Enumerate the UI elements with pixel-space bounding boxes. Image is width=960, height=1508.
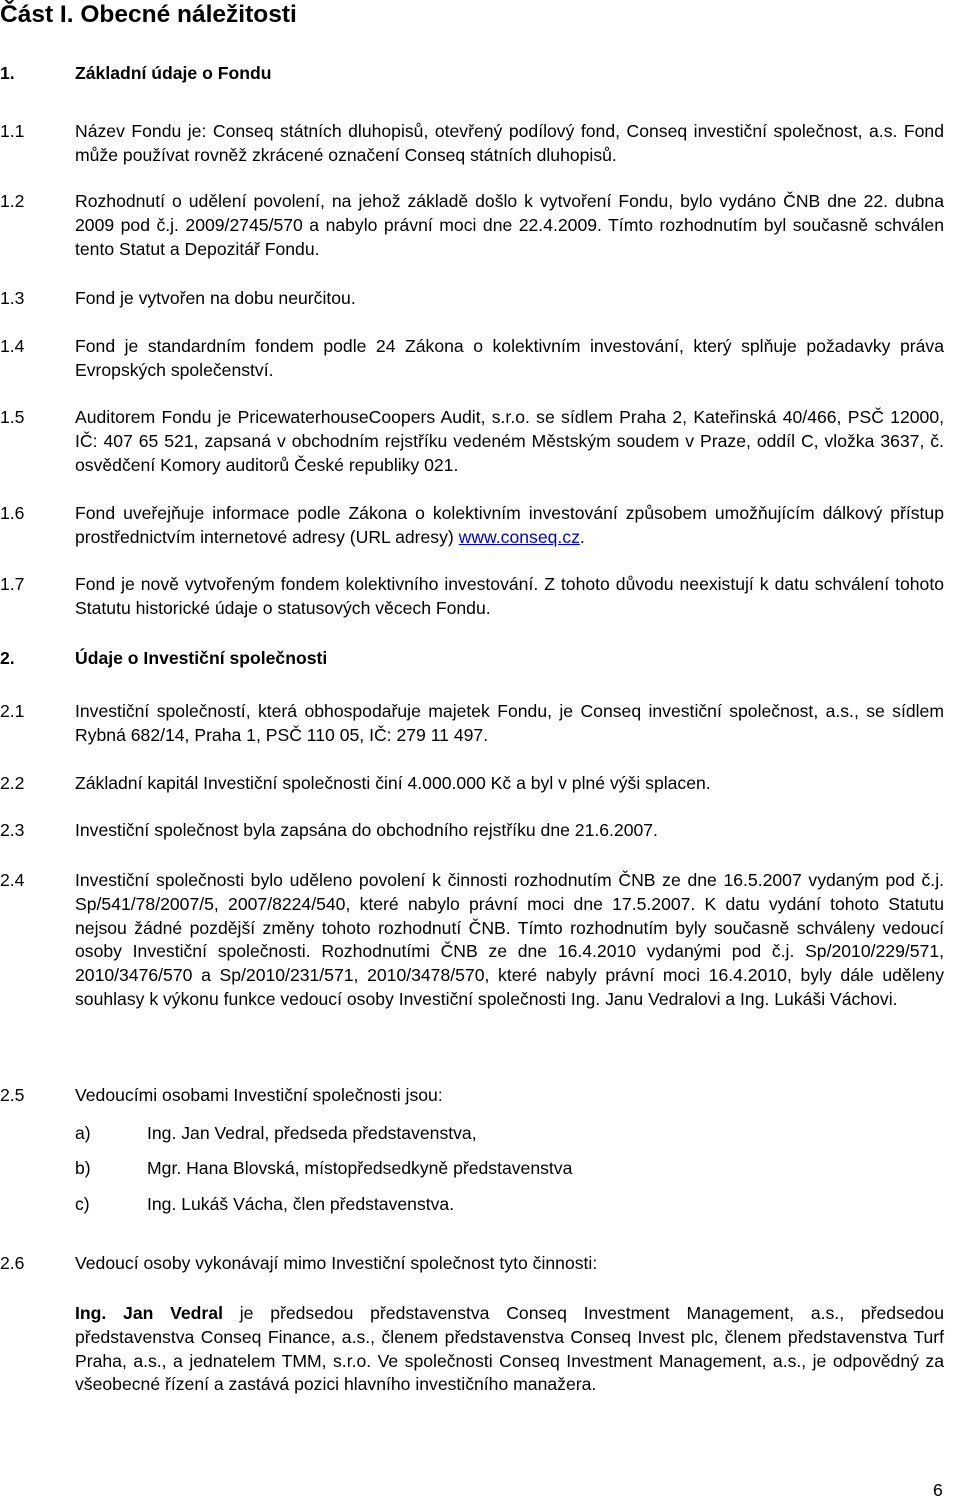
person-name: Ing. Jan Vedral: [75, 1303, 223, 1323]
paragraph-number: 1.1: [0, 121, 25, 141]
paragraph-number: 1.6: [0, 503, 25, 523]
section-title: Základní údaje o Fondu: [75, 63, 272, 83]
paragraph-text: Investiční společností, která obhospodařuje majetek Fondu, je Conseq investiční společnost, a.s., se sídlem Rybná 682/14, Praha 1, PSČ 110 05, IČ: 279 11 497.: [75, 701, 944, 745]
paragraph-2-2: [0, 772, 944, 796]
paragraph-number: 1.5: [0, 407, 25, 427]
paragraph-1-1: [0, 120, 944, 168]
section-number: 2.: [0, 648, 15, 668]
paragraph-text: [75, 1302, 944, 1397]
paragraph-2-6: [0, 1252, 944, 1276]
list-item-text: Ing. Lukáš Vácha, člen představenstva.: [147, 1194, 455, 1214]
paragraph-number: 1.3: [0, 288, 25, 308]
section-1-heading: [0, 62, 944, 86]
paragraph-text: Vedoucí osoby vykonávají mimo Investiční společnost tyto činnosti:: [75, 1253, 598, 1273]
paragraph-number: 2.4: [0, 870, 25, 890]
part-title: Část I. Obecné náležitosti: [0, 1, 297, 28]
paragraph-number: 2.2: [0, 773, 25, 793]
paragraph-number: 1.7: [0, 574, 25, 594]
list-item-text: Mgr. Hana Blovská, místopředsedkyně představenstva: [147, 1158, 573, 1178]
paragraph-text-part: je předsedou představenstva Conseq Investment Management, a.s., předsedou představenstva Conseq Finance, a.s., členem představenstva Conseq Invest plc, členem představenstva Turf Praha, a.s., a jednatelem TMM, s.r.o. Ve společnosti Conseq Investment Management, a.s., je odpovědný za všeobecné řízení a zastává pozici hlavního investičního manažera.: [75, 1303, 945, 1395]
paragraph-text: Investiční společnosti bylo uděleno povolení k činnosti rozhodnutím ČNB ze dne 16.5.2007 vydaným pod č.j. Sp/541/78/2007/5, 2007/8224/540, které nabylo právní moci dne 17.5.2007. K datu vydání tohoto Statutu nejsou žádné pozdější změny tohoto rozhodnutí ČNB. Tímto rozhodnutím byly současně schváleny vedoucí osoby Investiční společnosti. Rozhodnutími ČNB ze dne 16.4.2010 vydanými pod č.j. Sp/2010/229/571, 2010/3476/570 a Sp/2010/231/571, 2010/3478/570, které nabyly právní moci 16.4.2010, byly dále uděleny souhlasy k výkonu funkce vedoucí osoby Investiční společnosti Ing. Janu Vedralovi a Ing. Lukáši Váchovi.: [75, 870, 944, 1009]
paragraph-text: Vedoucími osobami Investiční společnosti jsou:: [75, 1085, 443, 1105]
paragraph-text: Fond je standardním fondem podle 24 Zákona o kolektivním investování, který splňuje požadavky práva Evropských společenství.: [75, 336, 944, 380]
paragraph-number: 2.6: [0, 1253, 25, 1273]
paragraph-text: Rozhodnutí o udělení povolení, na jehož základě došlo k vytvoření Fondu, bylo vydáno ČNB dne 22. dubna 2009 pod č.j. 2009/2745/570 a nabylo právní moci dne 22.4.2009. Tímto rozhodnutím byl současně schválen tento Statut a Depozitář Fondu.: [75, 191, 944, 259]
paragraph-1-2: [0, 190, 944, 261]
paragraph-number: 2.3: [0, 820, 25, 840]
list-item-text: Ing. Jan Vedral, předseda představenstva,: [147, 1123, 477, 1143]
paragraph-number: 1.2: [0, 191, 25, 211]
section-number: 1.: [0, 63, 15, 83]
paragraph-1-3: [0, 287, 944, 311]
paragraph-text: Základní kapitál Investiční společnosti činí 4.000.000 Kč a byl v plné výši splacen.: [75, 773, 711, 793]
paragraph-text: Název Fondu je: Conseq státních dluhopisů, otevřený podílový fond, Conseq investiční společnost, a.s. Fond může používat rovněž zkrácené označení Conseq státních dluhopisů.: [75, 121, 944, 165]
paragraph-number: 2.1: [0, 701, 25, 721]
page-number: 6: [933, 1480, 943, 1500]
section-title: Údaje o Investiční společnosti: [75, 648, 328, 668]
paragraph-2-4: [0, 869, 944, 1012]
paragraph-2-3: [0, 819, 944, 843]
list-item-label: a): [75, 1123, 91, 1143]
paragraph-text-part: Fond uveřejňuje informace podle Zákona o kolektivním investování způsobem umožňujícím dálkový přístup prostřednictvím internetové adresy (URL adresy): [75, 503, 944, 547]
paragraph-1-4: [0, 335, 944, 383]
paragraph-text: Fond je nově vytvořeným fondem kolektivního investování. Z tohoto důvodu neexistují k datu schválení tohoto Statutu historické údaje o statusových věcech Fondu.: [75, 574, 944, 618]
paragraph-number: 2.5: [0, 1085, 25, 1105]
paragraph-2-1: [0, 700, 944, 748]
paragraph-2-6-detail: [0, 1302, 944, 1397]
list-item-label: b): [75, 1158, 91, 1178]
paragraph-text-part: .: [579, 526, 585, 547]
paragraph-1-7: [0, 573, 944, 621]
paragraph-1-5: [0, 406, 944, 477]
paragraph-text: [75, 502, 944, 550]
section-2-heading: [0, 647, 944, 671]
paragraph-2-5: [0, 1084, 944, 1108]
website-link[interactable]: www.conseq.cz: [458, 526, 580, 547]
paragraph-1-6: [0, 502, 944, 550]
paragraph-text: Auditorem Fondu je PricewaterhouseCoopers Audit, s.r.o. se sídlem Praha 2, Kateřinská 40/466, PSČ 12000, IČ: 407 65 521, zapsaná v obchodním rejstříku vedeném Městským soudem v Praze, oddíl C, vložka 3637, č. osvědčení Komory auditorů České republiky 021.: [75, 407, 944, 475]
paragraph-text: Fond je vytvořen na dobu neurčitou.: [75, 288, 356, 308]
paragraph-text: Investiční společnost byla zapsána do obchodního rejstříku dne 21.6.2007.: [75, 820, 658, 840]
paragraph-number: 1.4: [0, 336, 25, 356]
list-item-label: c): [75, 1194, 90, 1214]
